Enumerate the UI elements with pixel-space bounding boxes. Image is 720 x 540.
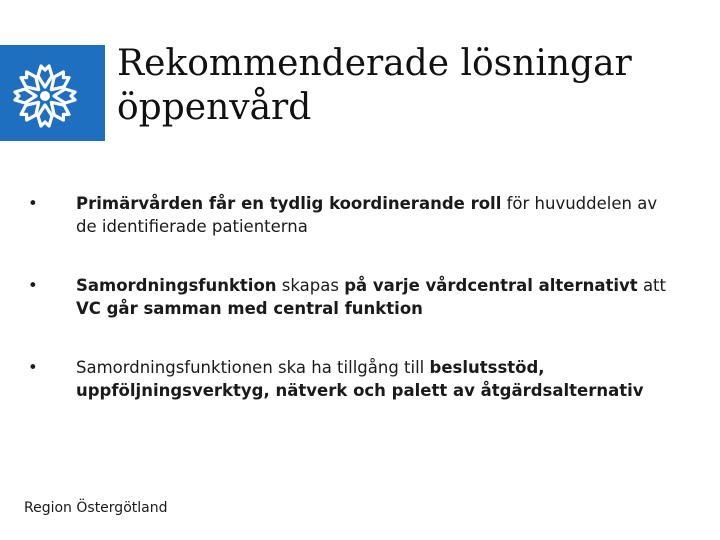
bullet-marker: • <box>28 194 38 213</box>
bullet-text-bold: på varje vårdcentral alternativt <box>344 276 638 295</box>
bullet-item <box>28 274 678 320</box>
footer-organization: Region Östergötland <box>24 500 168 516</box>
title-line-2: öppenvård <box>117 87 312 128</box>
bullet-text: för huvuddelen av de identifierade patienterna <box>76 194 658 236</box>
cornflower-star-icon <box>0 45 105 141</box>
bullet-list <box>28 192 678 402</box>
bullet-text: Samordningsfunktionen ska ha tillgång till <box>76 358 430 377</box>
bullet-text-bold: Primärvården får en tydlig koordinerande roll <box>76 194 502 213</box>
bullet-text-bold: beslutsstöd, uppföljningsverktyg, nätverk och palett av åtgärdsalternativ <box>76 358 644 400</box>
bullet-text: skapas <box>276 276 345 295</box>
bullet-text-bold: Samordningsfunktion <box>76 276 277 295</box>
bullet-item <box>28 356 678 402</box>
bullet-text: att <box>637 276 666 295</box>
region-logo <box>0 45 105 141</box>
bullet-marker: • <box>28 276 38 295</box>
bullet-item <box>28 192 678 238</box>
title-line-1: Rekommenderade lösningar <box>117 43 632 84</box>
bullet-text-bold: VC går samman med central funktion <box>76 299 423 318</box>
slide-title <box>117 42 707 130</box>
bullet-marker: • <box>28 358 38 377</box>
